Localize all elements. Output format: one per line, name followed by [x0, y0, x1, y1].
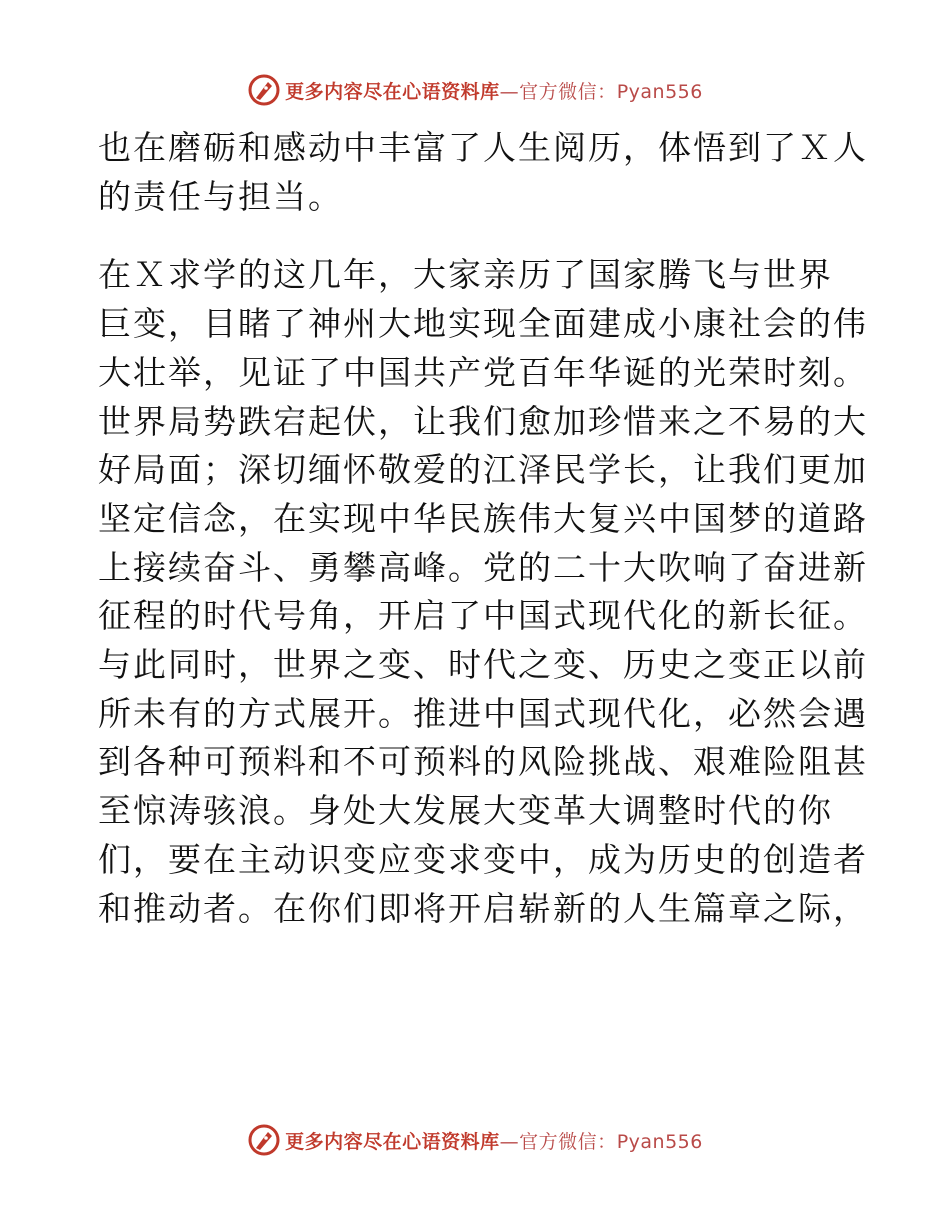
text-line: 的责任与担当。 [98, 176, 343, 216]
text-line: 与此同时，世界之变、时代之变、历史之变正以前 [98, 645, 868, 685]
text-line: 大壮举，见证了中国共产党百年华诞的光荣时刻。 [98, 352, 868, 392]
paragraph-1 [98, 124, 868, 221]
pen-nib-logo-icon [247, 1123, 281, 1157]
watermark-contact-id: Pyan556 [616, 80, 703, 103]
header-watermark [0, 70, 950, 110]
text-line: 世界局势跌宕起伏，让我们愈加珍惜来之不易的大 [98, 401, 868, 441]
footer-watermark [0, 1120, 950, 1160]
text-line: 和推动者。在你们即将开启崭新的人生篇章之际， [98, 888, 868, 928]
watermark-lead: 更多内容尽在心语资料库 [285, 80, 500, 103]
watermark-contact-label: 官方微信： [519, 1130, 617, 1153]
watermark-separator: — [499, 80, 520, 103]
paragraph-2 [98, 251, 868, 933]
text-line: 征程的时代号角，开启了中国式现代化的新长征。 [98, 596, 868, 636]
watermark-contact-id: Pyan556 [616, 1130, 703, 1153]
text-line: 至惊涛骇浪。身处大发展大变革大调整时代的你 [98, 791, 833, 831]
text-line: 所未有的方式展开。推进中国式现代化，必然会遇 [98, 693, 868, 733]
text-line: 坚定信念，在实现中华民族伟大复兴中国梦的道路 [98, 498, 868, 538]
document-body [98, 124, 868, 933]
text-line: 也在磨砺和感动中丰富了人生阅历，体悟到了Ｘ人 [98, 128, 868, 167]
text-line: 到各种可预料和不可预料的风险挑战、艰难险阻甚 [98, 742, 868, 782]
watermark-lead: 更多内容尽在心语资料库 [285, 1130, 500, 1153]
watermark-contact-label: 官方微信： [519, 80, 617, 103]
watermark-text [285, 1127, 703, 1154]
watermark-text [285, 77, 703, 104]
text-line: 巨变，目睹了神州大地实现全面建成小康社会的伟 [98, 304, 868, 344]
watermark-separator: — [499, 1130, 520, 1153]
text-line: 上接续奋斗、勇攀高峰。党的二十大吹响了奋进新 [98, 547, 868, 587]
text-line: 们，要在主动识变应变求变中，成为历史的创造者 [98, 839, 868, 879]
pen-nib-logo-icon [247, 73, 281, 107]
text-line: 好局面；深切缅怀敬爱的江泽民学长，让我们更加 [98, 450, 868, 490]
text-line: 在Ｘ求学的这几年，大家亲历了国家腾飞与世界 [98, 255, 833, 295]
